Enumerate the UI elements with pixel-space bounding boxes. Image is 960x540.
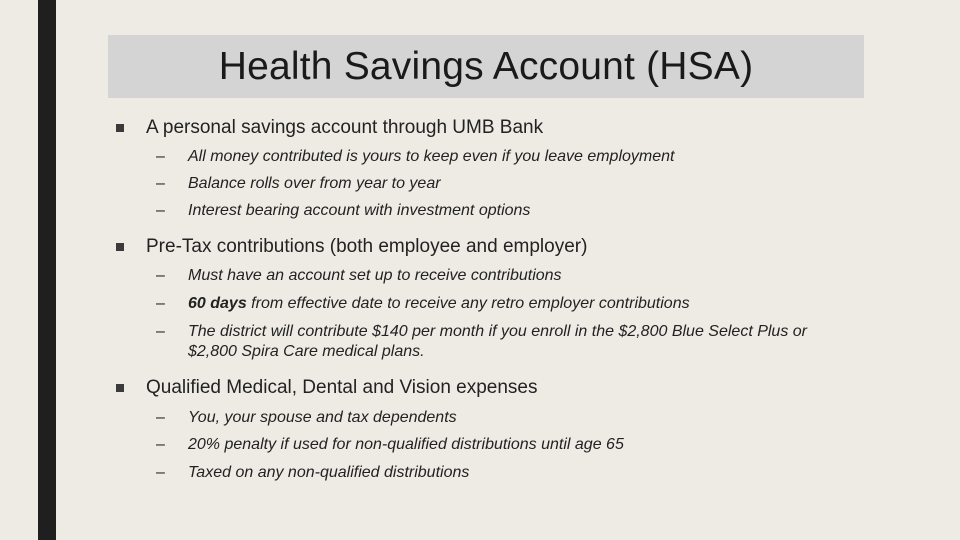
sub-item — [156, 463, 838, 483]
dash-icon: – — [156, 202, 165, 219]
bullet-label: Pre-Tax contributions (both employee and employer) — [146, 236, 588, 257]
slide-title: Health Savings Account (HSA) — [218, 44, 754, 88]
sub-item-text: Taxed on any non-qualified distributions — [188, 464, 470, 481]
dash-icon: – — [156, 148, 165, 165]
dash-icon: – — [156, 295, 165, 312]
dash-icon: – — [156, 464, 165, 481]
sub-item-text: You, your spouse and tax dependents — [188, 409, 457, 426]
sub-item — [156, 322, 838, 362]
sub-item-text: Interest bearing account with investment options — [188, 202, 531, 219]
sub-item — [156, 147, 838, 167]
sub-item-text: Must have an account set up to receive contributions — [188, 267, 562, 284]
sub-item — [156, 174, 838, 194]
left-accent-bar — [38, 0, 56, 540]
sub-item — [156, 294, 838, 314]
bullet-label: A personal savings account through UMB Bank — [146, 117, 544, 138]
dash-icon: – — [156, 323, 165, 340]
dash-icon: – — [156, 267, 165, 284]
sub-item — [156, 201, 838, 221]
bullet-label: Qualified Medical, Dental and Vision expenses — [146, 377, 538, 398]
sub-item-text: 20% penalty if used for non-qualified distributions until age 65 — [188, 436, 624, 453]
dash-icon: – — [156, 175, 165, 192]
sub-item-text: The district will contribute $140 per month if you enroll in the $2,800 Blue Select Plus or $2,800 Spira Care medical plans. — [188, 323, 807, 360]
sub-item — [156, 408, 838, 428]
dash-icon: – — [156, 409, 165, 426]
sub-item-text — [188, 294, 838, 314]
emphasis-days: 60 days — [188, 295, 247, 312]
square-bullet-icon — [116, 124, 124, 132]
sub-item-text: All money contributed is yours to keep even if you leave employment — [188, 148, 675, 165]
bullet-pre-tax — [116, 236, 587, 258]
sub-item — [156, 435, 838, 455]
square-bullet-icon — [116, 243, 124, 251]
sub-item-rest: from effective date to receive any retro employer contributions — [246, 295, 690, 312]
bullet-personal-savings — [116, 117, 543, 139]
dash-icon: – — [156, 436, 165, 453]
sub-item-text: Balance rolls over from year to year — [188, 175, 441, 192]
sub-item — [156, 266, 838, 286]
square-bullet-icon — [116, 384, 124, 392]
bullet-qualified-expenses — [116, 377, 538, 399]
title-banner — [108, 35, 864, 98]
